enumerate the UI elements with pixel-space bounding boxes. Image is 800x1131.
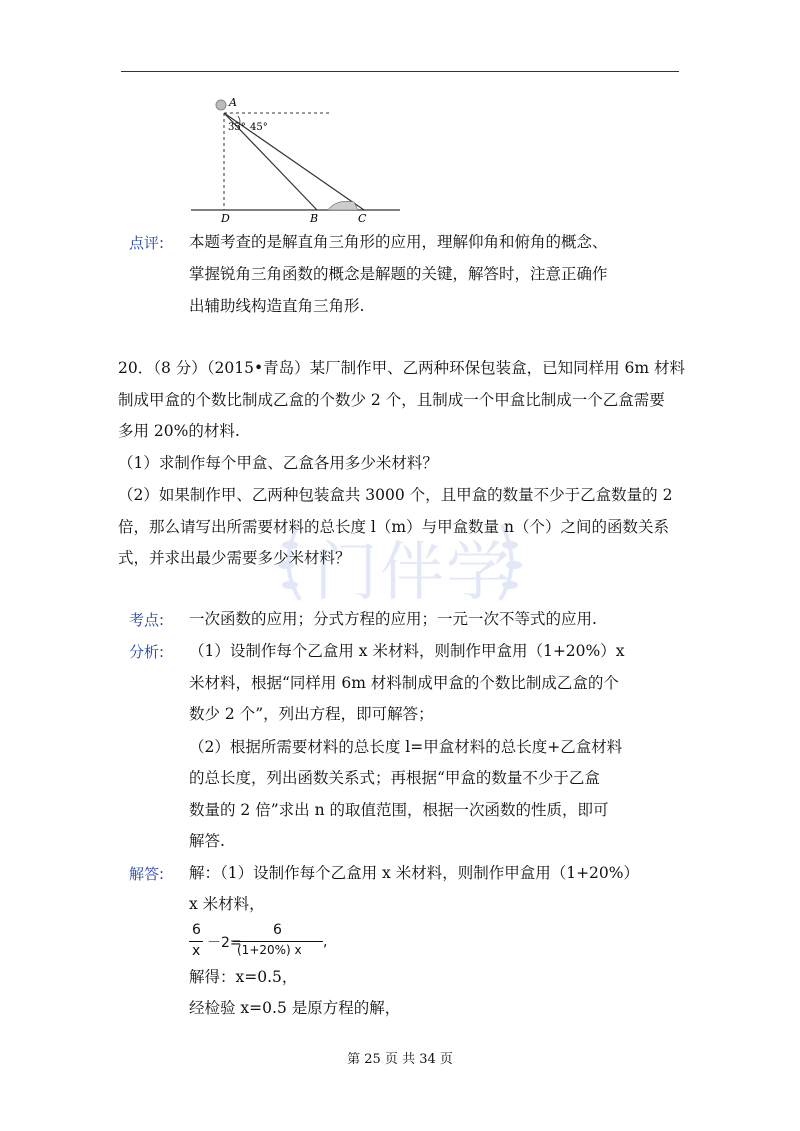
eq-comma: , <box>323 934 328 950</box>
fenxi-line-4: （2）根据所需要材料的总长度 l=甲盒材料的总长度+乙盒材料 <box>189 738 623 756</box>
jieda-line-3: 解得：x=0.5， <box>189 968 298 986</box>
frac1-numerator: 6 <box>192 922 201 938</box>
frac2-numerator: 6 <box>273 922 282 938</box>
header-rule <box>121 71 679 72</box>
jieda-line-4: 经检验 x=0.5 是原方程的解， <box>189 999 401 1017</box>
fenxi-line-7: 解答. <box>189 832 225 850</box>
angle-45-label: 45° <box>250 122 268 133</box>
eq-minus-two: －2= <box>207 935 242 951</box>
frac1-denominator: x <box>192 943 201 959</box>
point-a-label: A <box>229 96 237 109</box>
observer-dot <box>216 100 226 110</box>
fenxi-line-5: 的总长度，列出函数关系式；再根据“甲盒的数量不少于乙盒 <box>189 769 600 787</box>
watermark <box>270 515 530 610</box>
angle-35-label: 35° <box>228 122 246 133</box>
problem-line-4: （1）求制作每个甲盒、乙盒各用多少米材料？ <box>118 454 438 472</box>
fenxi-line-2: 米材料，根据“同样用 6m 材料制成甲盒的个数比制成乙盒的个 <box>189 674 619 692</box>
problem-line-2: 制成甲盒的个数比制成乙盒的个数少 2 个，且制成一个甲盒比制成一个乙盒需要 <box>118 391 665 409</box>
problem-line-6: 倍，那么请写出所需要材料的总长度 l（m）与甲盒数量 n（个）之间的函数关系 <box>118 518 669 536</box>
comment-line-3: 出辅助线构造直角三角形. <box>189 297 365 315</box>
comment-line-1: 本题考查的是解直角三角形的应用，理解仰角和俯角的概念、 <box>189 233 608 251</box>
jieda-label: 解答: <box>129 865 165 883</box>
problem-line-1: 20．（8 分）（2015•青岛）某厂制作甲、乙两种环保包装盒，已知同样用 6m 材料 <box>118 359 686 377</box>
comment-label: 点评: <box>129 234 165 252</box>
frac2-denominator: (1+20%) x <box>237 943 302 957</box>
point-b-label: B <box>310 212 319 224</box>
triangle-figure <box>186 94 402 224</box>
fenxi-line-3: 数少 2 个”，列出方程，即可解答； <box>189 705 434 723</box>
kaodian-label: 考点: <box>129 611 165 629</box>
shaded-region <box>328 201 358 210</box>
frac1-bar <box>189 941 203 942</box>
fenxi-label: 分析: <box>129 643 165 661</box>
fenxi-line-6: 数量的 2 倍”求出 n 的取值范围，根据一次函数的性质，即可 <box>189 801 609 819</box>
jieda-line-2: x 米材料， <box>189 895 265 913</box>
watermark-text: 门伴学 <box>314 536 512 610</box>
problem-line-7: 式，并求出最少需要多少米材料？ <box>118 549 351 567</box>
problem-line-5: （2）如果制作甲、乙两种包装盒共 3000 个，且甲盒的数量不少于乙盒数量的 2 <box>118 486 673 504</box>
point-d-label: D <box>221 212 230 224</box>
triangle-diagram <box>186 94 402 224</box>
fraction-equation <box>189 922 349 962</box>
kaodian-text: 一次函数的应用；分式方程的应用；一元一次不等式的应用. <box>189 610 597 628</box>
comment-line-2: 掌握锐角三角函数的概念是解题的关键，解答时，注意正确作 <box>189 265 608 283</box>
page-footer: 第 25 页 共 34 页 <box>347 1052 453 1067</box>
problem-line-3: 多用 20%的材料. <box>118 422 240 440</box>
frac2-bar <box>233 941 323 942</box>
jieda-line-1: 解：（1）设制作每个乙盒用 x 米材料，则制作甲盒用（1+20%） <box>189 864 640 882</box>
fenxi-line-1: （1）设制作每个乙盒用 x 米材料，则制作甲盒用（1+20%）x <box>189 642 625 660</box>
point-c-label: C <box>358 212 367 224</box>
